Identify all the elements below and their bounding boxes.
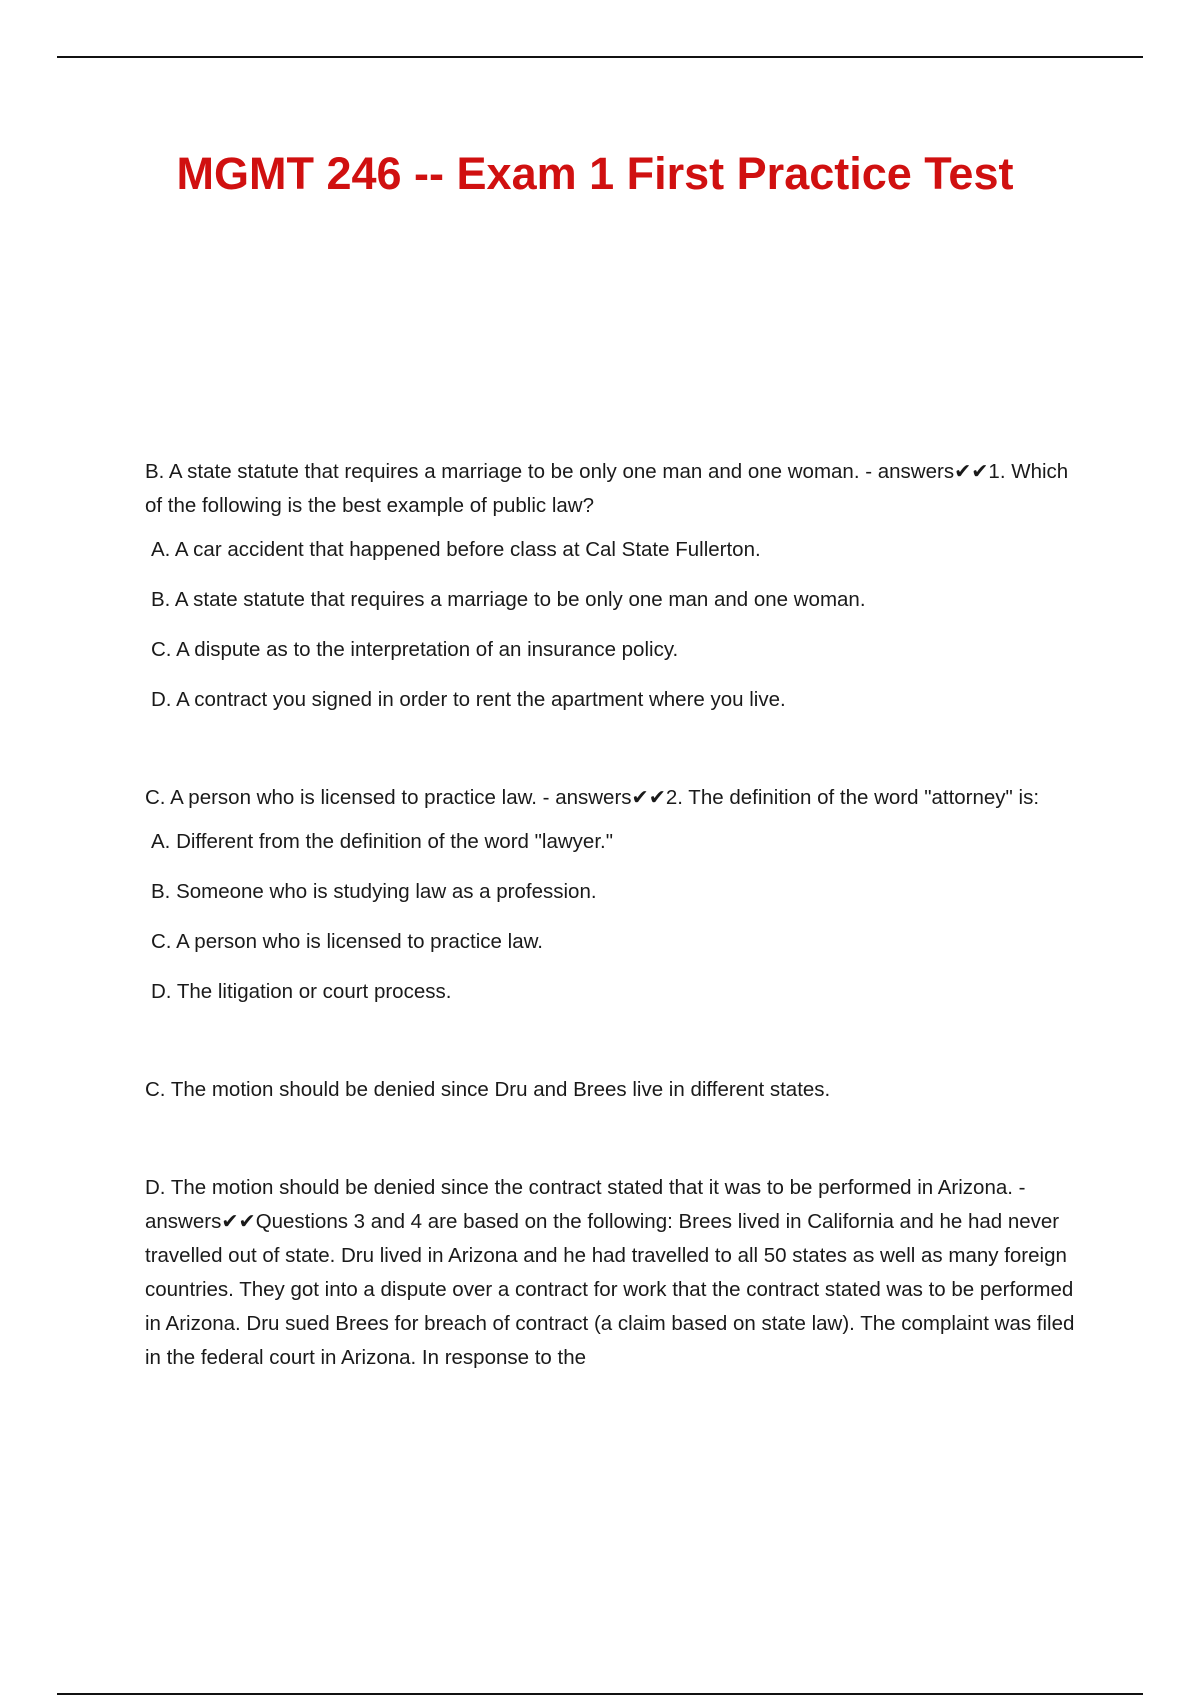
question-answer-text: D. The motion should be denied since the contract stated that it was to be performed in Arizona. - answers✔✔Questions 3 and 4 are based on the following: Brees lived in California and he had never travelled out of state. Dru lived in Arizona and he had travelled to all 50 states as well as many foreign countries. They got into a dispute over a contract for work that the contract stated was to be performed in Arizona. Dru sued Brees for breach of contract (a claim based on state law). The complaint was filed in the federal court in Arizona. In response to the bbox=[145, 1176, 1075, 1369]
page-title: MGMT 246 -- Exam 1 First Practice Test bbox=[176, 148, 1014, 199]
answer-option: C. A dispute as to the interpretation of an insurance policy. bbox=[151, 638, 679, 661]
answer-option: A. A car accident that happened before class at Cal State Fullerton. bbox=[151, 538, 761, 561]
answer-option: D. A contract you signed in order to rent the apartment where you live. bbox=[151, 688, 786, 711]
answer-text: C. The motion should be denied since Dru and Brees live in different states. bbox=[145, 1078, 831, 1101]
question-block-4 bbox=[145, 1171, 1090, 1375]
answer-option: C. A person who is licensed to practice law. bbox=[151, 930, 543, 953]
question-answer-text: C. A person who is licensed to practice law. - answers✔✔2. The definition of the word "attorney" is: bbox=[145, 786, 1040, 809]
answer-option: B. A state statute that requires a marriage to be only one man and one woman. bbox=[151, 588, 866, 611]
answer-option: B. Someone who is studying law as a profession. bbox=[151, 880, 597, 903]
question-block-2 bbox=[145, 781, 1090, 1009]
question-block-1 bbox=[145, 455, 1090, 717]
answer-option: A. Different from the definition of the word "lawyer." bbox=[151, 830, 613, 853]
answer-option: D. The litigation or court process. bbox=[151, 980, 452, 1003]
question-block-3 bbox=[145, 1073, 1090, 1107]
top-rule bbox=[57, 56, 1143, 58]
document-body bbox=[145, 455, 1090, 1439]
question-answer-text: B. A state statute that requires a marriage to be only one man and one woman. - answers✔✔1. Which of the following is the best example of public law? bbox=[145, 460, 1069, 517]
bottom-rule bbox=[57, 1693, 1143, 1695]
